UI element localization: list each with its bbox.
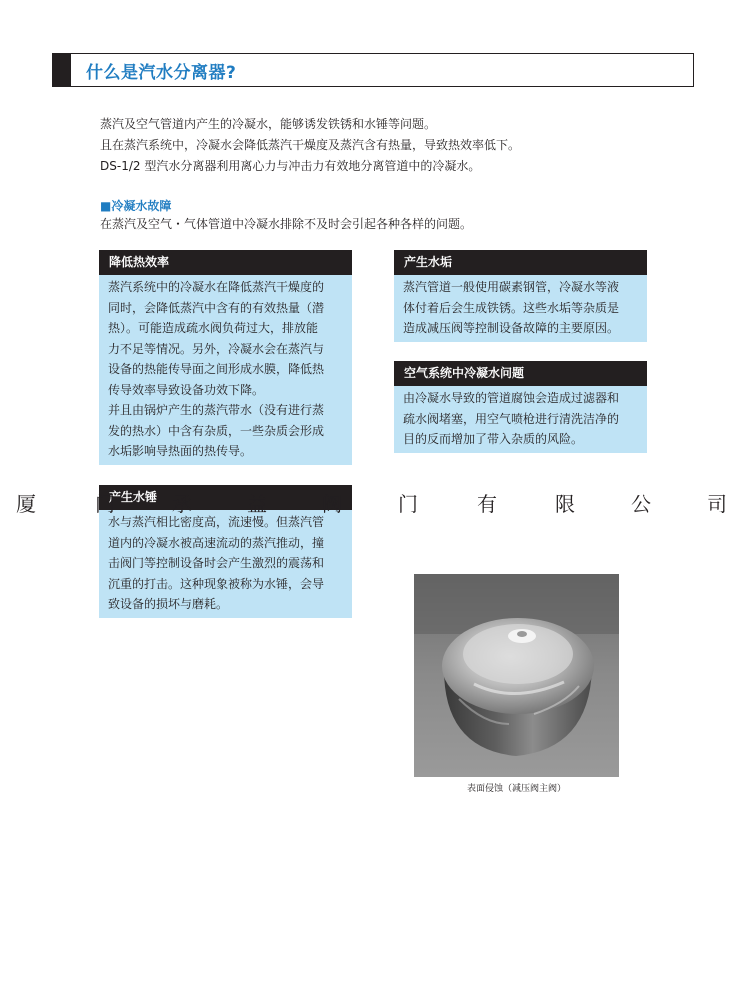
box-line: 击阀门等控制设备时会产生激烈的震荡和 [108,556,325,570]
watermark-char: 承 [172,492,192,516]
box-line: 蒸汽管道一般使用碳素钢管，冷凝水等液 [403,280,620,294]
scale-formation-box [394,250,647,342]
box-line: 力不足等情况。另外，冷凝水会在蒸汽与 [108,341,325,356]
box-line: 水垢影响导热面的热传导。 [108,444,253,458]
box-line: 沉重的打击。这种现象被称为水锤，会导 [108,576,325,591]
watermark-char: 厦 [16,492,36,516]
header-accent-bar [53,54,71,86]
box-title: 产生水垢 [394,250,647,275]
box-line: 疏水阀堵塞，用空气喷枪进行清洗洁净的 [403,411,620,426]
watermark-char: 门 [95,492,115,516]
watermark-char: 门 [398,492,418,516]
intro-line: 且在蒸汽系统中，冷凝水会降低蒸汽干燥度及蒸汽含有热量，导致热效率低下。 [100,138,521,152]
watermark-char: 益 [247,492,267,516]
box-line: 设备的热能传导面之间形成水膜，降低热 [108,362,325,376]
box-line: 热）。可能造成疏水阀负荷过大，排放能 [108,321,319,335]
box-line: 发的热水）中含有杂质，一些杂质会形成 [108,423,325,438]
corrosion-photo [414,574,619,777]
intro-line: DS-1/2 型汽水分离器利用离心力与冲击力有效地分离管道中的冷凝水。 [100,159,481,173]
box-line: 道内的冷凝水被高速流动的蒸汽推动，撞 [108,535,325,550]
watermark-char: 公 [631,492,651,516]
box-line: 由冷凝水导致的管道腐蚀会造成过滤器和 [403,391,620,405]
box-line: 传导效率导致设备功效下降。 [108,382,265,397]
box-line: 并且由锅炉产生的蒸汽带水（没有进行蒸 [108,403,325,417]
company-watermark [0,488,750,518]
heat-efficiency-box [99,250,352,465]
watermark-char: 限 [555,492,575,516]
box-line: 蒸汽系统中的冷凝水在降低蒸汽干燥度的 [108,280,325,294]
watermark-char: 有 [477,492,497,516]
box-body [99,510,352,618]
box-body [394,275,647,342]
box-line: 目的反而增加了带入杂质的风险。 [403,432,584,446]
box-line: 造成减压阀等控制设备故障的主要原因。 [403,321,620,335]
air-system-box [394,361,647,453]
intro-text [100,114,520,177]
box-body [394,386,647,453]
page-title: 什么是汽水分离器? [86,63,237,83]
box-line: 水与蒸汽相比密度高，流速慢。但蒸汽管 [108,515,325,529]
section-description: 在蒸汽及空气・气体管道中冷凝水排除不及时会引起各种各样的问题。 [100,217,473,231]
box-line: 同时，会降低蒸汽中含有的有效热量（潜 [108,300,325,315]
box-body [99,275,352,465]
watermark-char: 司 [707,492,727,516]
section-title: ■冷凝水故障 [100,199,172,213]
box-title: 产生水锤 [99,485,352,510]
page-header [52,53,694,87]
box-line: 致设备的损坏与磨耗。 [108,597,229,611]
box-title: 降低热效率 [99,250,352,275]
watermark-char: 阀 [322,492,342,516]
intro-line: 蒸汽及空气管道内产生的冷凝水，能够诱发铁锈和水锤等问题。 [100,117,437,131]
box-line: 体付着后会生成铁锈。这些水垢等杂质是 [403,300,620,315]
photo-caption: 表面侵蚀（减压阀主阀） [466,784,566,794]
box-title: 空气系统中冷凝水问题 [394,361,647,386]
